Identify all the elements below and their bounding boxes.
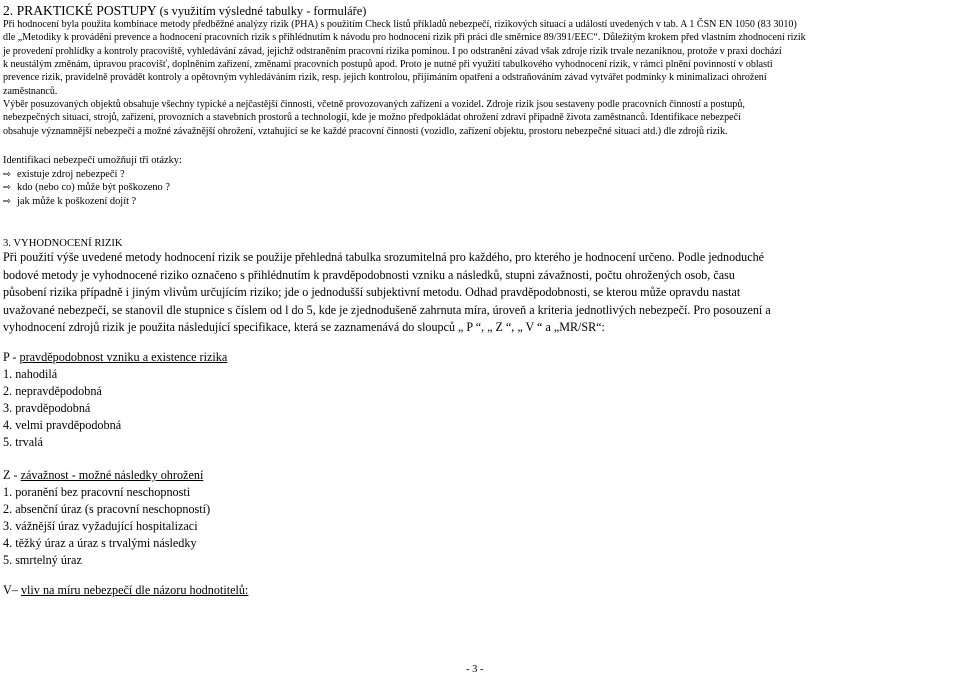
arrow-right-icon: ⇨: [3, 195, 11, 207]
intro-line: prevence rizik, pravidelně provádět kontroly a opětovným vyhledáváním rizik, resp. jejich kontrolou, přijímáním opatření a odstraňováním závad vytvářet podmínky k minimalizaci ohrožení: [3, 72, 767, 84]
arrow-right-icon: ⇨: [3, 182, 11, 193]
intro-line: Při hodnocení byla použita kombinace metody předběžné analýzy rizik (PHA) s použitím Check listů příkladů nebezpečí, rizikových situací a událostí uvedených v tab. A 1 ČSN EN 1050 (83 3010): [3, 19, 797, 30]
body-line: bodové metody je vyhodnocené riziko označeno s přihlédnutím k pravděpodobnosti vzniku a následků, stupni závažnosti, počtu ohrožených osob, času: [3, 267, 735, 282]
page-number: - 3 -: [466, 664, 484, 675]
question-item: [3, 181, 182, 195]
intro-line: zaměstnanců.: [3, 85, 58, 97]
v-scale-title: [3, 582, 248, 599]
question-item: [3, 168, 182, 182]
body-line: vyhodnocení zdrojů rizik je použita následující specifikace, která se zaznamenává do sloupců „ P “, „ Z “, „ V “ a „MR/SR“:: [3, 320, 605, 335]
v-title: vliv na míru nebezpečí dle názoru hodnotitelů:: [20, 583, 249, 597]
body-line: působení rizika případně i jiným vlivům určujícím riziko; jde o jednodušší subjektivní metodu. Odhad pravděpodobnosti, se kterou může opravdu nastat: [3, 285, 741, 300]
list-item: 3. vážnější úraz vyžadující hospitalizaci: [3, 519, 198, 534]
section-2-intro: [3, 18, 955, 138]
list-item: 2. nepravděpodobná: [3, 384, 102, 399]
z-title: závažnost - možné následky ohrožení: [20, 468, 204, 482]
list-item: 1. poranění bez pracovní neschopnosti: [3, 485, 191, 500]
v-prefix: V–: [3, 583, 21, 597]
intro-line: k neustálým změnám, úpravou pracovišť, doplněním zařízení, změnami pracovních postupů apod. Proto je nutné při využití tabulkového vyhodnocení rizik, v rámci plnění povinností v oblasti: [3, 59, 773, 71]
arrow-right-icon: ⇨: [3, 168, 11, 180]
list-item: 4. velmi pravděpodobná: [3, 418, 122, 433]
list-item: 4. těžký úraz a úraz s trvalými následky: [3, 536, 197, 551]
section-3-heading: 3. VYHODNOCENÍ RIZIK: [3, 238, 123, 249]
z-scale-list: [3, 467, 210, 570]
intro-line: je provedení prohlídky a kontroly pracoviště, vyhledávání závad, jejichž odstraněním pracovní rizika pominou. I po odstranění závad však zdroje rizik trvale nezaniknou, protože v praxi dochází: [3, 45, 782, 57]
section-2-subtitle: (s využitím výsledné tabulky - formuláře): [159, 4, 367, 18]
p-scale-title: [3, 349, 227, 366]
list-item: 5. smrtelný úraz: [3, 553, 82, 568]
section-2-title: 2. PRAKTICKÉ POSTUPY: [3, 3, 157, 18]
body-line: Při použití výše uvedené metody hodnocení rizik se použije přehledná tabulka srozumitelná pro každého, pro kterého je hodnocení určeno. Podle jednoduché: [3, 250, 764, 264]
section-3-body: [3, 249, 955, 337]
p-title: pravděpodobnost vzniku a existence rizika: [19, 350, 228, 364]
p-prefix: P -: [3, 350, 20, 364]
question-text: existuje zdroj nebezpečí ?: [17, 168, 125, 180]
questions-intro: Identifikaci nebezpečí umožňují tři otázky:: [3, 155, 182, 166]
list-item: 5. trvalá: [3, 435, 43, 450]
question-text: jak může k poškození dojít ?: [17, 195, 137, 207]
questions-block: [3, 154, 182, 208]
list-item: 3. pravděpodobná: [3, 401, 91, 416]
p-scale-list: [3, 349, 227, 452]
intro-line: obsahuje významnější nebezpečí a možné závažnější ohrožení, vztahující se ke každé pracovní činnosti (vozidlo, zařízení objektu, prostoru nebezpečné situaci atd.) dle zdrojů rizik.: [3, 125, 728, 137]
intro-line: nebezpečných situací, strojů, zařízení, provozních a stavebních prostorů a technologií, kde je možno předpokládat ohrožení zdraví případně života zaměstnanců. Identifikace nebezpečí: [3, 112, 741, 124]
question-item: [3, 195, 182, 209]
list-item: 2. absenční úraz (s pracovní neschopností): [3, 502, 211, 517]
z-scale-title: [3, 467, 210, 484]
z-prefix: Z -: [3, 468, 21, 482]
intro-line: dle „Metodiky k provádění prevence a hodnocení pracovních rizik s přihlédnutím k návodu pro hodnocení rizik při práci dle směrnice 89/391/EEC“. Důležitým krokem před vlastním zhodnocení rizik: [3, 32, 806, 44]
intro-line: Výběr posuzovaných objektů obsahuje všechny typické a nejčastější činnosti, včetně provozovaných zařízení a vozidel. Zdroje rizik jsou sestaveny podle pracovních činností a postupů,: [3, 99, 745, 111]
list-item: 1. nahodilá: [3, 367, 58, 382]
body-line: uvažované nebezpečí, se stanovil dle stupnice s číslem od l do 5, kde je zjednodušeně zahrnuta míra, úroveň a kriteria jednotlivých nebezpečí. Pro posouzení a: [3, 302, 771, 317]
question-text: kdo (nebo co) může být poškozeno ?: [17, 182, 170, 193]
